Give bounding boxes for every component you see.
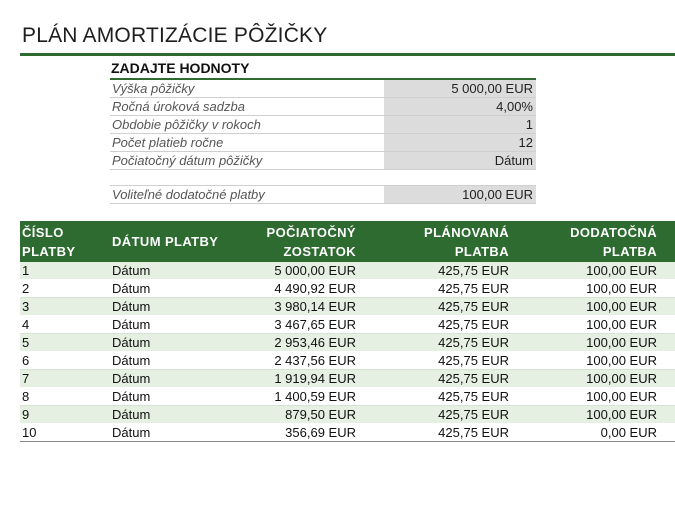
input-row-payments-per-year: [110, 134, 536, 152]
extra-payment-cell[interactable]: 100,00 EUR: [509, 352, 675, 370]
payment-number-cell[interactable]: 3: [20, 298, 112, 316]
beginning-balance-cell[interactable]: 1 919,94 EUR: [246, 370, 356, 388]
payment-number-cell[interactable]: 7: [20, 370, 112, 388]
extra-payment-cell[interactable]: 100,00 EUR: [509, 298, 675, 316]
input-label: Obdobie pôžičky v rokoch: [112, 117, 261, 132]
scheduled-payment-cell[interactable]: 425,75 EUR: [356, 370, 509, 388]
table-row: [20, 388, 675, 406]
payment-date-cell[interactable]: Dátum: [112, 298, 246, 316]
start-date-cell[interactable]: Dátum: [384, 152, 536, 169]
input-label: Ročná úroková sadzba: [112, 99, 245, 114]
scheduled-payment-cell[interactable]: 425,75 EUR: [356, 316, 509, 334]
payment-date-cell[interactable]: Dátum: [112, 262, 246, 280]
payment-date-cell[interactable]: Dátum: [112, 334, 246, 352]
input-label: Výška pôžičky: [112, 81, 195, 96]
payment-date-cell[interactable]: Dátum: [112, 352, 246, 370]
header-beginning-balance[interactable]: POČIATOČNÝ ZOSTATOK: [246, 221, 356, 262]
table-row: [20, 298, 675, 316]
table-row: [20, 352, 675, 370]
payment-number-cell[interactable]: 1: [20, 262, 112, 280]
input-label: Počiatočný dátum pôžičky: [112, 153, 263, 168]
table-row: [20, 280, 675, 298]
scheduled-payment-cell[interactable]: 425,75 EUR: [356, 388, 509, 406]
input-values-panel: [110, 58, 536, 204]
input-row-loan-years: [110, 116, 536, 134]
scheduled-payment-cell[interactable]: 425,75 EUR: [356, 406, 509, 424]
payment-date-cell[interactable]: Dátum: [112, 406, 246, 424]
beginning-balance-cell[interactable]: 3 980,14 EUR: [246, 298, 356, 316]
schedule-body: [20, 262, 675, 442]
header-payment-date[interactable]: DÁTUM PLATBY: [112, 221, 246, 262]
extra-payment-cell[interactable]: 100,00 EUR: [509, 280, 675, 298]
input-row-extra-payments: [110, 185, 536, 204]
beginning-balance-cell[interactable]: 3 467,65 EUR: [246, 316, 356, 334]
input-row-loan-amount: [110, 80, 536, 98]
payment-date-cell[interactable]: Dátum: [112, 280, 246, 298]
header-payment-number[interactable]: ČÍSLO PLATBY: [20, 221, 112, 262]
title-rule: [20, 53, 675, 56]
loan-years-cell[interactable]: 1: [384, 116, 536, 133]
payments-per-year-cell[interactable]: 12: [384, 134, 536, 151]
loan-amount-cell[interactable]: 5 000,00 EUR: [384, 80, 536, 97]
input-row-interest-rate: [110, 98, 536, 116]
beginning-balance-cell[interactable]: 356,69 EUR: [246, 424, 356, 442]
input-label: Počet platieb ročne: [112, 135, 224, 150]
scheduled-payment-cell[interactable]: 425,75 EUR: [356, 262, 509, 280]
payment-number-cell[interactable]: 8: [20, 388, 112, 406]
beginning-balance-cell[interactable]: 1 400,59 EUR: [246, 388, 356, 406]
scheduled-payment-cell[interactable]: 425,75 EUR: [356, 424, 509, 442]
table-row: [20, 334, 675, 352]
table-row: [20, 370, 675, 388]
amortization-schedule-table: [20, 221, 675, 442]
beginning-balance-cell[interactable]: 879,50 EUR: [246, 406, 356, 424]
input-label: Voliteľné dodatočné platby: [112, 187, 265, 202]
extra-payment-cell[interactable]: 100,00 EUR: [509, 388, 675, 406]
payment-number-cell[interactable]: 4: [20, 316, 112, 334]
payment-number-cell[interactable]: 10: [20, 424, 112, 442]
payment-number-cell[interactable]: 5: [20, 334, 112, 352]
payment-number-cell[interactable]: 9: [20, 406, 112, 424]
extra-payment-cell[interactable]: 0,00 EUR: [509, 424, 675, 442]
table-row: [20, 406, 675, 424]
table-row: [20, 262, 675, 280]
beginning-balance-cell[interactable]: 4 490,92 EUR: [246, 280, 356, 298]
beginning-balance-cell[interactable]: 5 000,00 EUR: [246, 262, 356, 280]
payment-date-cell[interactable]: Dátum: [112, 424, 246, 442]
beginning-balance-cell[interactable]: 2 953,46 EUR: [246, 334, 356, 352]
table-row: [20, 316, 675, 334]
extra-payment-cell[interactable]: 100,00 EUR: [509, 370, 675, 388]
page-title: PLÁN AMORTIZÁCIE PÔŽIČKY: [22, 24, 328, 47]
header-scheduled-payment[interactable]: PLÁNOVANÁ PLATBA: [356, 221, 509, 262]
payment-date-cell[interactable]: Dátum: [112, 370, 246, 388]
extra-payment-cell[interactable]: 100,00 EUR: [509, 334, 675, 352]
extra-payment-cell[interactable]: 100,00 EUR: [509, 316, 675, 334]
beginning-balance-cell[interactable]: 2 437,56 EUR: [246, 352, 356, 370]
input-row-start-date: [110, 152, 536, 170]
table-row: [20, 424, 675, 442]
payment-number-cell[interactable]: 6: [20, 352, 112, 370]
table-header-row: [20, 221, 675, 262]
scheduled-payment-cell[interactable]: 425,75 EUR: [356, 298, 509, 316]
extra-payment-cell[interactable]: 100,00 EUR: [509, 406, 675, 424]
payment-date-cell[interactable]: Dátum: [112, 388, 246, 406]
interest-rate-cell[interactable]: 4,00%: [384, 98, 536, 115]
extra-payment-cell[interactable]: 100,00 EUR: [509, 262, 675, 280]
scheduled-payment-cell[interactable]: 425,75 EUR: [356, 280, 509, 298]
payment-number-cell[interactable]: 2: [20, 280, 112, 298]
extra-payments-cell[interactable]: 100,00 EUR: [384, 186, 536, 203]
input-values-heading: ZADAJTE HODNOTY: [110, 58, 536, 80]
scheduled-payment-cell[interactable]: 425,75 EUR: [356, 334, 509, 352]
payment-date-cell[interactable]: Dátum: [112, 316, 246, 334]
header-extra-payment[interactable]: DODATOČNÁ PLATBA: [509, 221, 675, 262]
scheduled-payment-cell[interactable]: 425,75 EUR: [356, 352, 509, 370]
